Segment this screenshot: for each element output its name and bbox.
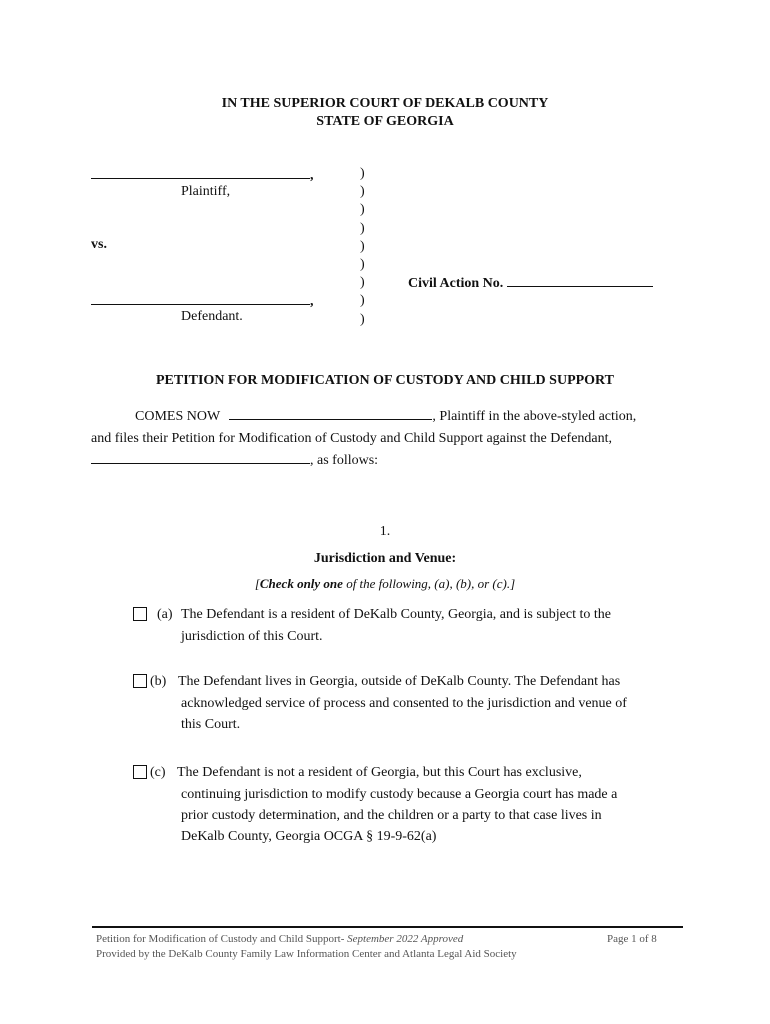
section-instruction xyxy=(0,576,770,592)
intro-paragraph xyxy=(91,406,682,472)
option-b-line: this Court. xyxy=(181,717,241,732)
intro-line-2: and files their Petition for Modification of Custody and Child Support against the Defendant, xyxy=(91,431,613,446)
footer-provider: Provided by the DeKalb County Family Law Information Center and Atlanta Legal Aid Society xyxy=(96,948,517,960)
paren: ) xyxy=(360,275,365,291)
option-c-line: The Defendant is not a resident of Georgia, but this Court has exclusive, xyxy=(177,765,582,780)
option-b-line: The Defendant lives in Georgia, outside of DeKalb County. The Defendant has xyxy=(178,674,621,689)
option-a-checkbox[interactable] xyxy=(133,607,147,621)
intro-line-1 xyxy=(91,406,682,428)
paren: ) xyxy=(360,202,365,218)
plaintiff-intro-blank[interactable] xyxy=(229,406,432,420)
defendant-blank-line[interactable] xyxy=(91,291,310,305)
defendant-label: Defendant. xyxy=(181,309,243,324)
paren: ) xyxy=(360,184,365,200)
plaintiff-name-field[interactable] xyxy=(91,165,314,184)
instruction-emphasis: Check only one xyxy=(259,576,343,591)
civil-action-number-field[interactable] xyxy=(408,273,653,292)
civil-action-blank-line[interactable] xyxy=(507,273,653,287)
intro-line1-tail: , Plaintiff in the above-styled action, xyxy=(432,409,637,424)
footer-form-title xyxy=(96,932,463,946)
plaintiff-comma: , xyxy=(310,168,314,183)
option-a-line: The Defendant is a resident of DeKalb County, Georgia, and is subject to the xyxy=(181,607,611,622)
plaintiff-label: Plaintiff, xyxy=(181,184,231,199)
defendant-comma: , xyxy=(310,294,314,309)
civil-action-label: Civil Action No. xyxy=(408,276,504,291)
option-c-checkbox[interactable] xyxy=(133,765,147,779)
intro-line3-tail: , as follows: xyxy=(310,453,379,468)
vs-label: vs. xyxy=(91,237,107,252)
option-c-line: continuing jurisdiction to modify custody because a Georgia court has made a xyxy=(181,787,618,802)
option-a-label: (a) xyxy=(157,607,173,622)
footer-form-name: Petition for Modification of Custody and Child Support- xyxy=(96,933,348,945)
plaintiff-blank-line[interactable] xyxy=(91,165,310,179)
section-heading: Jurisdiction and Venue: xyxy=(313,551,457,566)
paren: ) xyxy=(360,293,365,309)
option-c-label: (c) xyxy=(150,765,166,780)
section-number: 1. xyxy=(379,524,391,539)
caption-parentheses xyxy=(360,165,374,329)
option-c-line: DeKalb County, Georgia OCGA § 19-9-62(a) xyxy=(181,829,437,844)
option-b-label: (b) xyxy=(150,674,167,689)
footer-approval: September 2022 Approved xyxy=(347,933,464,945)
option-a-line: jurisdiction of this Court. xyxy=(181,629,323,644)
defendant-name-field[interactable] xyxy=(91,291,314,310)
paren: ) xyxy=(360,166,365,181)
option-b-line: acknowledged service of process and consented to the jurisdiction and venue of xyxy=(181,696,627,711)
paren: ) xyxy=(360,220,365,236)
instruction-bracket: [ xyxy=(254,576,260,591)
court-state: STATE OF GEORGIA xyxy=(316,114,454,129)
paren: ) xyxy=(360,238,365,254)
petition-title: PETITION FOR MODIFICATION OF CUSTODY AND CHILD SUPPORT xyxy=(155,373,615,388)
option-c-line: prior custody determination, and the children or a party to that case lives in xyxy=(181,808,602,823)
footer-divider xyxy=(92,926,683,928)
option-b-checkbox[interactable] xyxy=(133,674,147,688)
intro-line-3 xyxy=(91,450,682,472)
instruction-rest: of the following, (a), (b), or (c).] xyxy=(342,576,516,591)
defendant-intro-blank[interactable] xyxy=(91,450,310,464)
paren: ) xyxy=(360,311,365,327)
comes-now-text: COMES NOW xyxy=(135,409,220,424)
court-name: IN THE SUPERIOR COURT OF DEKALB COUNTY xyxy=(221,96,549,111)
page-number: Page 1 of 8 xyxy=(607,933,657,945)
paren: ) xyxy=(360,257,365,273)
